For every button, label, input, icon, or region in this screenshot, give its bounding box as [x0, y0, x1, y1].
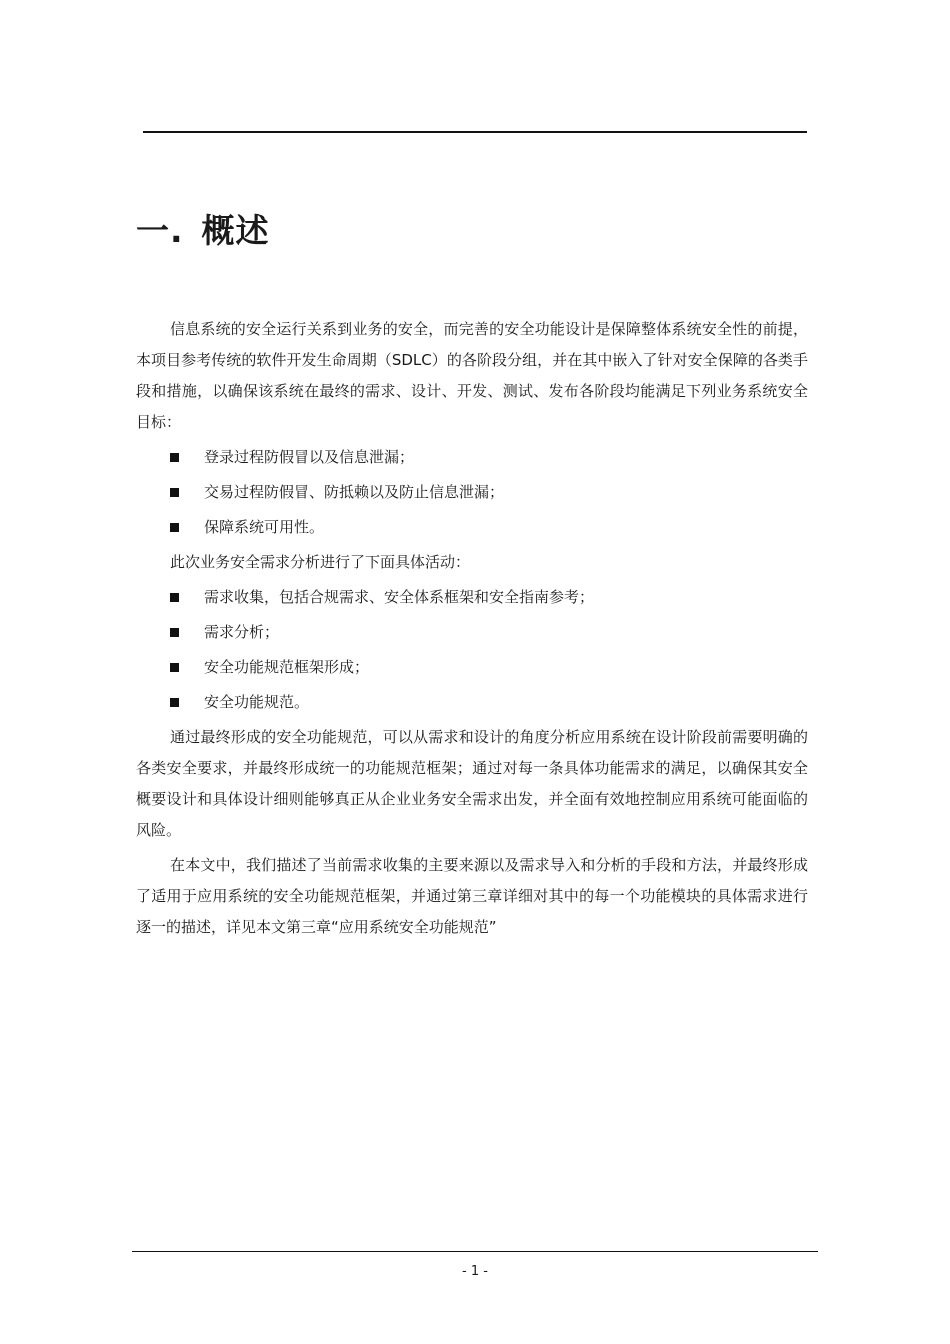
outcome-paragraph: 通过最终形成的安全功能规范，可以从需求和设计的角度分析应用系统在设计阶段前需要明确的各类安全要求，并最终形成统一的功能规范框架；通过对每一条具体功能需求的满足，以确保其安全概要设计和具体设计细则能够真正从企业业务安全需求出发，并全面有效地控制应用系统可能面临的风险。: [136, 728, 808, 839]
activities-list: [136, 582, 808, 718]
footer-rule: [132, 1251, 818, 1252]
square-bullet-icon: [170, 453, 179, 462]
header-rule: [143, 131, 807, 133]
list-item: [136, 687, 808, 718]
list-item: [136, 477, 808, 508]
section-title: 概述: [201, 211, 270, 250]
list-item-text: 安全功能规范。: [204, 693, 310, 711]
list-item-text: 交易过程防假冒、防抵赖以及防止信息泄漏；: [204, 483, 505, 501]
list-item: [136, 442, 808, 473]
square-bullet-icon: [170, 663, 179, 672]
list-item-text: 需求收集，包括合规需求、安全体系框架和安全指南参考；: [204, 588, 595, 606]
summary-paragraph: 在本文中，我们描述了当前需求收集的主要来源以及需求导入和分析的手段和方法，并最终形成了适用于应用系统的安全功能规范框架，并通过第三章详细对其中的每一个功能模块的具体需求进行逐一的描述，详见本文第三章“应用系统安全功能规范”: [136, 856, 808, 936]
list-item: [136, 617, 808, 648]
square-bullet-icon: [170, 593, 179, 602]
list-item: [136, 652, 808, 683]
square-bullet-icon: [170, 523, 179, 532]
list-item-text: 保障系统可用性。: [204, 518, 325, 536]
list-item: [136, 512, 808, 543]
square-bullet-icon: [170, 698, 179, 707]
section-heading: [136, 208, 270, 254]
square-bullet-icon: [170, 488, 179, 497]
page-number: - 1 -: [462, 1264, 488, 1279]
list-item: [136, 582, 808, 613]
intro-paragraph: 信息系统的安全运行关系到业务的安全，而完善的安全功能设计是保障整体系统安全性的前提，本项目参考传统的软件开发生命周期（SDLC）的各阶段分组，并在其中嵌入了针对安全保障的各类手段和措施，以确保该系统在最终的需求、设计、开发、测试、发布各阶段均能满足下列业务系统安全目标：: [136, 320, 808, 431]
list-item-text: 登录过程防假冒以及信息泄漏；: [204, 448, 415, 466]
section-body: [136, 314, 808, 947]
goals-list: [136, 442, 808, 543]
section-number: 一.: [136, 211, 184, 250]
activities-lead: 此次业务安全需求分析进行了下面具体活动：: [170, 553, 471, 571]
list-item-text: 安全功能规范框架形成；: [204, 658, 370, 676]
list-item-text: 需求分析；: [204, 623, 280, 641]
square-bullet-icon: [170, 628, 179, 637]
